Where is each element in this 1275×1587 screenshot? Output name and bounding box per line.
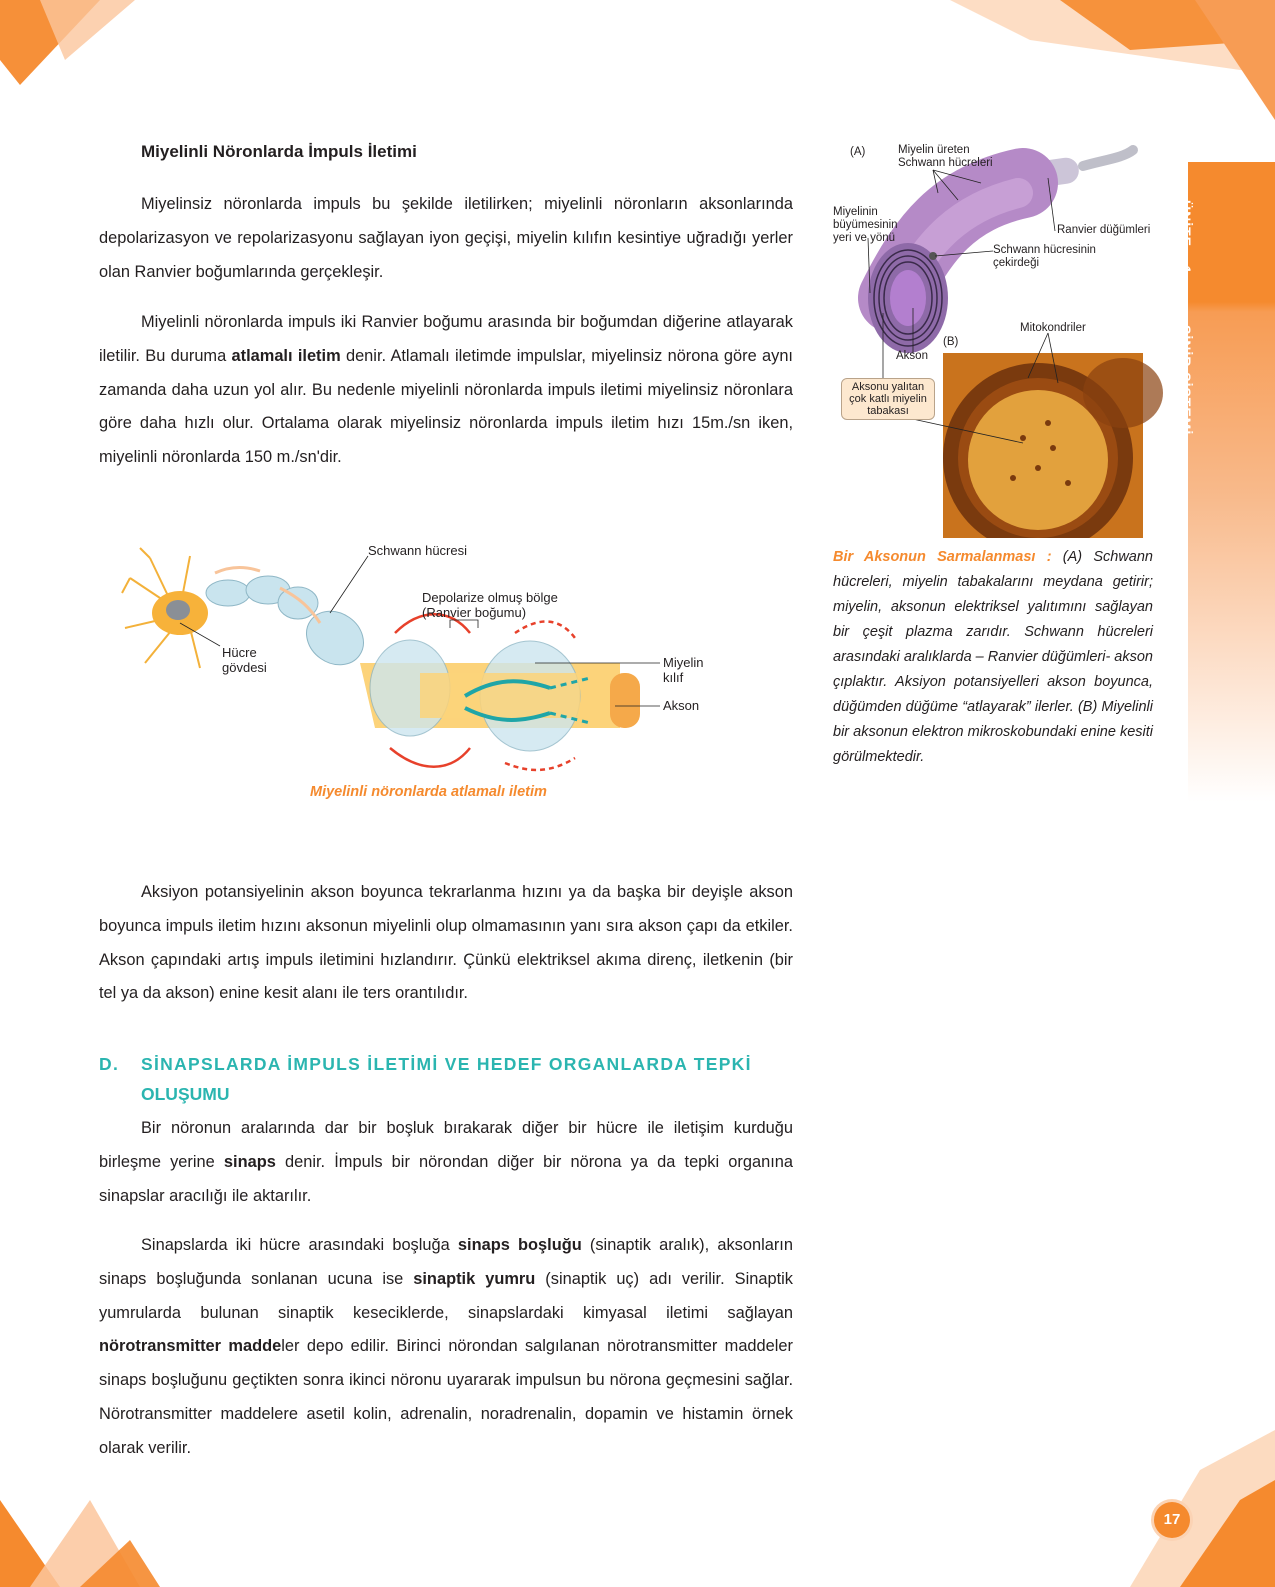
label-myelin-sheath: Miyelin kılıf bbox=[663, 655, 704, 685]
paragraph-1: Miyelinsiz nöronlarda impuls bu şekilde iletilirken; miyelinli nöronların aksonlarında depolarizasyon ve repolarizasyonu sağlayan iyon geçişi, miyelin kılıfın kesintiye uğradığı yerler olan Ranvier boğumlarında gerçekleşir. bbox=[99, 195, 793, 281]
figure-top-caption: Bir Aksonun Sarmalanması : (A) Schwann hücreleri, miyelin tabakalarını meydana getirir; miyelin, aksonun elektriksel yalıtımını sağlayan bir çeşit plazma zarıdır. Schwann hücreleri arasındaki aralıklarda – Ranvier düğümleri- akson çıplaktır. Aksiyon potansiyelleri akson boyunca, düğümden düğüme “atlayarak” ilerler. (B) Miyelinli bir aksonun elektron mikroskobundaki enine kesiti görülmektedir. bbox=[833, 549, 1153, 765]
page-number: 17 bbox=[1154, 1502, 1190, 1538]
label-akson-top: Akson bbox=[896, 350, 928, 362]
paragraph-4: Bir nöronun aralarında dar bir boşluk bırakarak diğer bir hücre ile iletişim kurduğu birleşme yerine sinaps denir. İmpuls bir nörondan diğer bir nörona ya da tepki organına sinapslar aracılığı ile aktarılır. bbox=[99, 1119, 793, 1205]
unit-label: ÜNİTE – 1 bbox=[1178, 200, 1194, 275]
paragraph-5: Sinapslarda iki hücre arasındaki boşluğa sinaps boşluğu (sinaptik aralık), aksonların sinaps boşluğunda sonlanan ucuna ise sinaptik yumru (sinaptik uç) adı verilir. Sinaptik yumrularda bulunan sinaptik keseciklerde, sinapslardaki kimyasal iletimi sağlayan nörotransmitter maddeler depo edilir. Birinci nörondan salgılanan nörotransmitter maddeler sinaps boşluğunu geçtikten sonra ikinci nöronu uyararak impulsun bu nörona geçmesini sağlar. Nörotransmitter maddelere asetil kolin, adrenalin, noradrenalin, dopamin ve histamin örnek olarak verilir. bbox=[99, 1236, 793, 1457]
label-growth: Miyelinin büyümesinin yeri ve yönü bbox=[833, 206, 898, 244]
figure-mid-caption: Miyelinli nöronlarda atlamalı iletim bbox=[310, 784, 547, 800]
label-ranvier: Ranvier düğümleri bbox=[1057, 224, 1151, 236]
section-heading-myelinated: Miyelinli Nöronlarda İmpuls İletimi bbox=[141, 142, 417, 161]
label-cell-body: Hücre gövdesi bbox=[222, 645, 267, 675]
label-schwann-nucleus: Schwann hücresinin çekirdeği bbox=[993, 244, 1096, 269]
saltatory-conduction-illustration bbox=[120, 538, 720, 778]
label-a: (A) bbox=[850, 146, 866, 158]
saltatory-conduction-figure bbox=[120, 538, 720, 778]
label-schwann-cell: Schwann hücresi bbox=[368, 543, 467, 558]
label-schwann-producing: Miyelin üreten Schwann hücreleri bbox=[898, 144, 993, 169]
unit-side-tab bbox=[1188, 162, 1275, 802]
section-d-heading: D. SİNAPSLARDA İMPULS İLETİMİ VE HEDEF ORGANLARDA TEPKİ OLUŞUMU bbox=[99, 1054, 752, 1104]
paragraph-2: Miyelinli nöronlarda impuls iki Ranvier boğumu arasında bir boğumdan diğerine atlayarak iletilir. Bu duruma atlamalı iletim denir. Atlamalı iletimde impulslar, miyelinsiz nörona göre aynı zamanda daha uzun yol alır. Bu nedenle miyelinli nöronlarda impuls iletimi miyelinsiz nöronlara göre daha hızlı olur. Ortalama olarak miyelinsiz nöronlarda impuls iletim hızı 15m./sn iken, miyelinli nöronlarda 150 m./sn'dir. bbox=[99, 313, 793, 467]
label-mitochondria: Mitokondriler bbox=[1020, 322, 1086, 334]
axon-wrapping-illustration bbox=[833, 138, 1163, 538]
label-insulating-myelin: Aksonu yalıtan çok katlı miyelin tabakası bbox=[841, 378, 935, 420]
paragraph-3: Aksiyon potansiyelinin akson boyunca tekrarlanma hızını ya da başka bir deyişle akson boyunca impuls iletim hızını aksonun miyelinli olup olmamasının yanı sıra akson çapı da etkiler. Akson çapındaki artış impuls iletimini hızlandırır. Çünkü elektriksel akıma direnç, iletkenin (bir tel ya da akson) enine kesit alanı ile ters orantılıdır. bbox=[99, 883, 793, 1003]
axon-wrapping-figure bbox=[833, 138, 1163, 538]
label-axon: Akson bbox=[663, 698, 700, 713]
label-depolarized-region: Depolarize olmuş bölge (Ranvier boğumu) bbox=[422, 590, 558, 620]
label-b: (B) bbox=[943, 336, 959, 348]
subject-label: SİNİR SİSTEMİ bbox=[1178, 325, 1194, 436]
